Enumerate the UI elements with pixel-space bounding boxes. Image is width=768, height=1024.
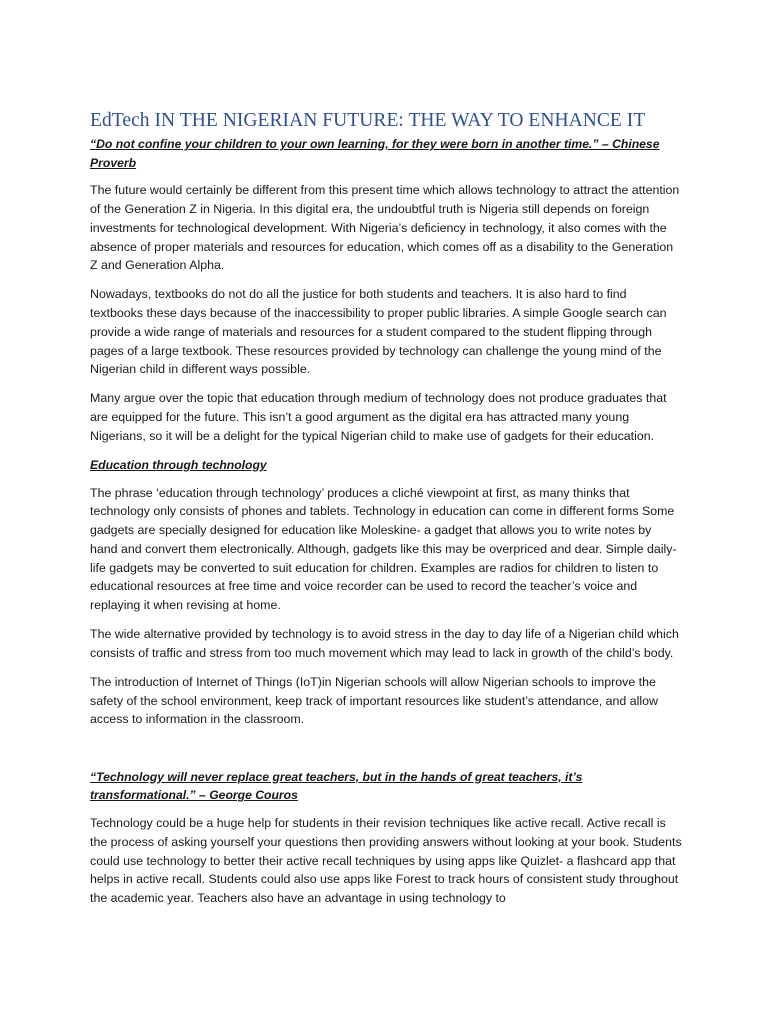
document-title: EdTech IN THE NIGERIAN FUTURE: THE WAY TO ENHANCE IT: [90, 110, 646, 131]
document-page: [90, 108, 682, 918]
second-quote: “Technology will never replace great teachers, but in the hands of great teachers, it’s transformational.” – George Couros: [90, 769, 583, 803]
paragraph-3: Many argue over the topic that education through medium of technology does not produce graduates that are equipped for the future. This isn’t a good argument as the digital era has attracted many young Nigerians, so it will be a delight for the typical Nigerian child to make use of gadgets for their education.: [90, 391, 667, 443]
paragraph-2: Nowadays, textbooks do not do all the justice for both students and teachers. It is also hard to find textbooks these days because of the inaccessibility to proper public libraries. A simple Google search can provide a wide range of materials and resources for a student compared to the student flipping through pages of a large textbook. These resources provided by technology can challenge the young mind of the Nigerian child in different ways possible.: [90, 287, 667, 377]
opening-quote: “Do not confine your children to your own learning, for they were born in another time.” – Chinese Proverb: [90, 137, 660, 170]
paragraph-7: Technology could be a huge help for students in their revision techniques like active recall. Active recall is the process of asking yourself your questions then providing answers without looking at your book. Students could use technology to better their active recall techniques by using apps like Quizlet- a flashcard app that helps in active recall. Students could also use apps like Forest to track hours of consistent study throughout the academic year. Teachers also have an advantage in using technology to: [90, 816, 682, 905]
section-heading: Education through technology: [90, 458, 267, 473]
paragraph-6: The introduction of Internet of Things (IoT)in Nigerian schools will allow Nigerian schools to improve the safety of the school environment, keep track of important resources like student’s attendance, and allow access to information in the classroom.: [90, 675, 658, 727]
paragraph-5: The wide alternative provided by technology is to avoid stress in the day to day life of a Nigerian child which consists of traffic and stress from too much movement which may lead to lack in growth of the child’s body.: [90, 627, 679, 660]
spacer: [90, 740, 682, 768]
paragraph-1: The future would certainly be different from this present time which allows technology to attract the attention of the Generation Z in Nigeria. In this digital era, the undoubtful truth is Nigeria still depends on foreign investments for technological development. With Nigeria’s deficiency in technology, it also comes with the absence of proper materials and resources for education, which comes off as a disability to the Generation Z and Generation Alpha.: [90, 183, 680, 273]
paragraph-4: The phrase ‘education through technology’ produces a cliché viewpoint at first, as many thinks that technology only consists of phones and tablets. Technology in education can come in different forms Some gadgets are specially designed for education like Moleskine- a gadget that allows you to write notes by hand and convert them electronically. Although, gadgets like this may be overpriced and dear. Simple daily-life gadgets may be converted to suit education for children. Examples are radios for children to listen to educational resources at free time and voice recorder can be used to record the teacher’s voice and replaying it when revising at home.: [90, 485, 677, 612]
